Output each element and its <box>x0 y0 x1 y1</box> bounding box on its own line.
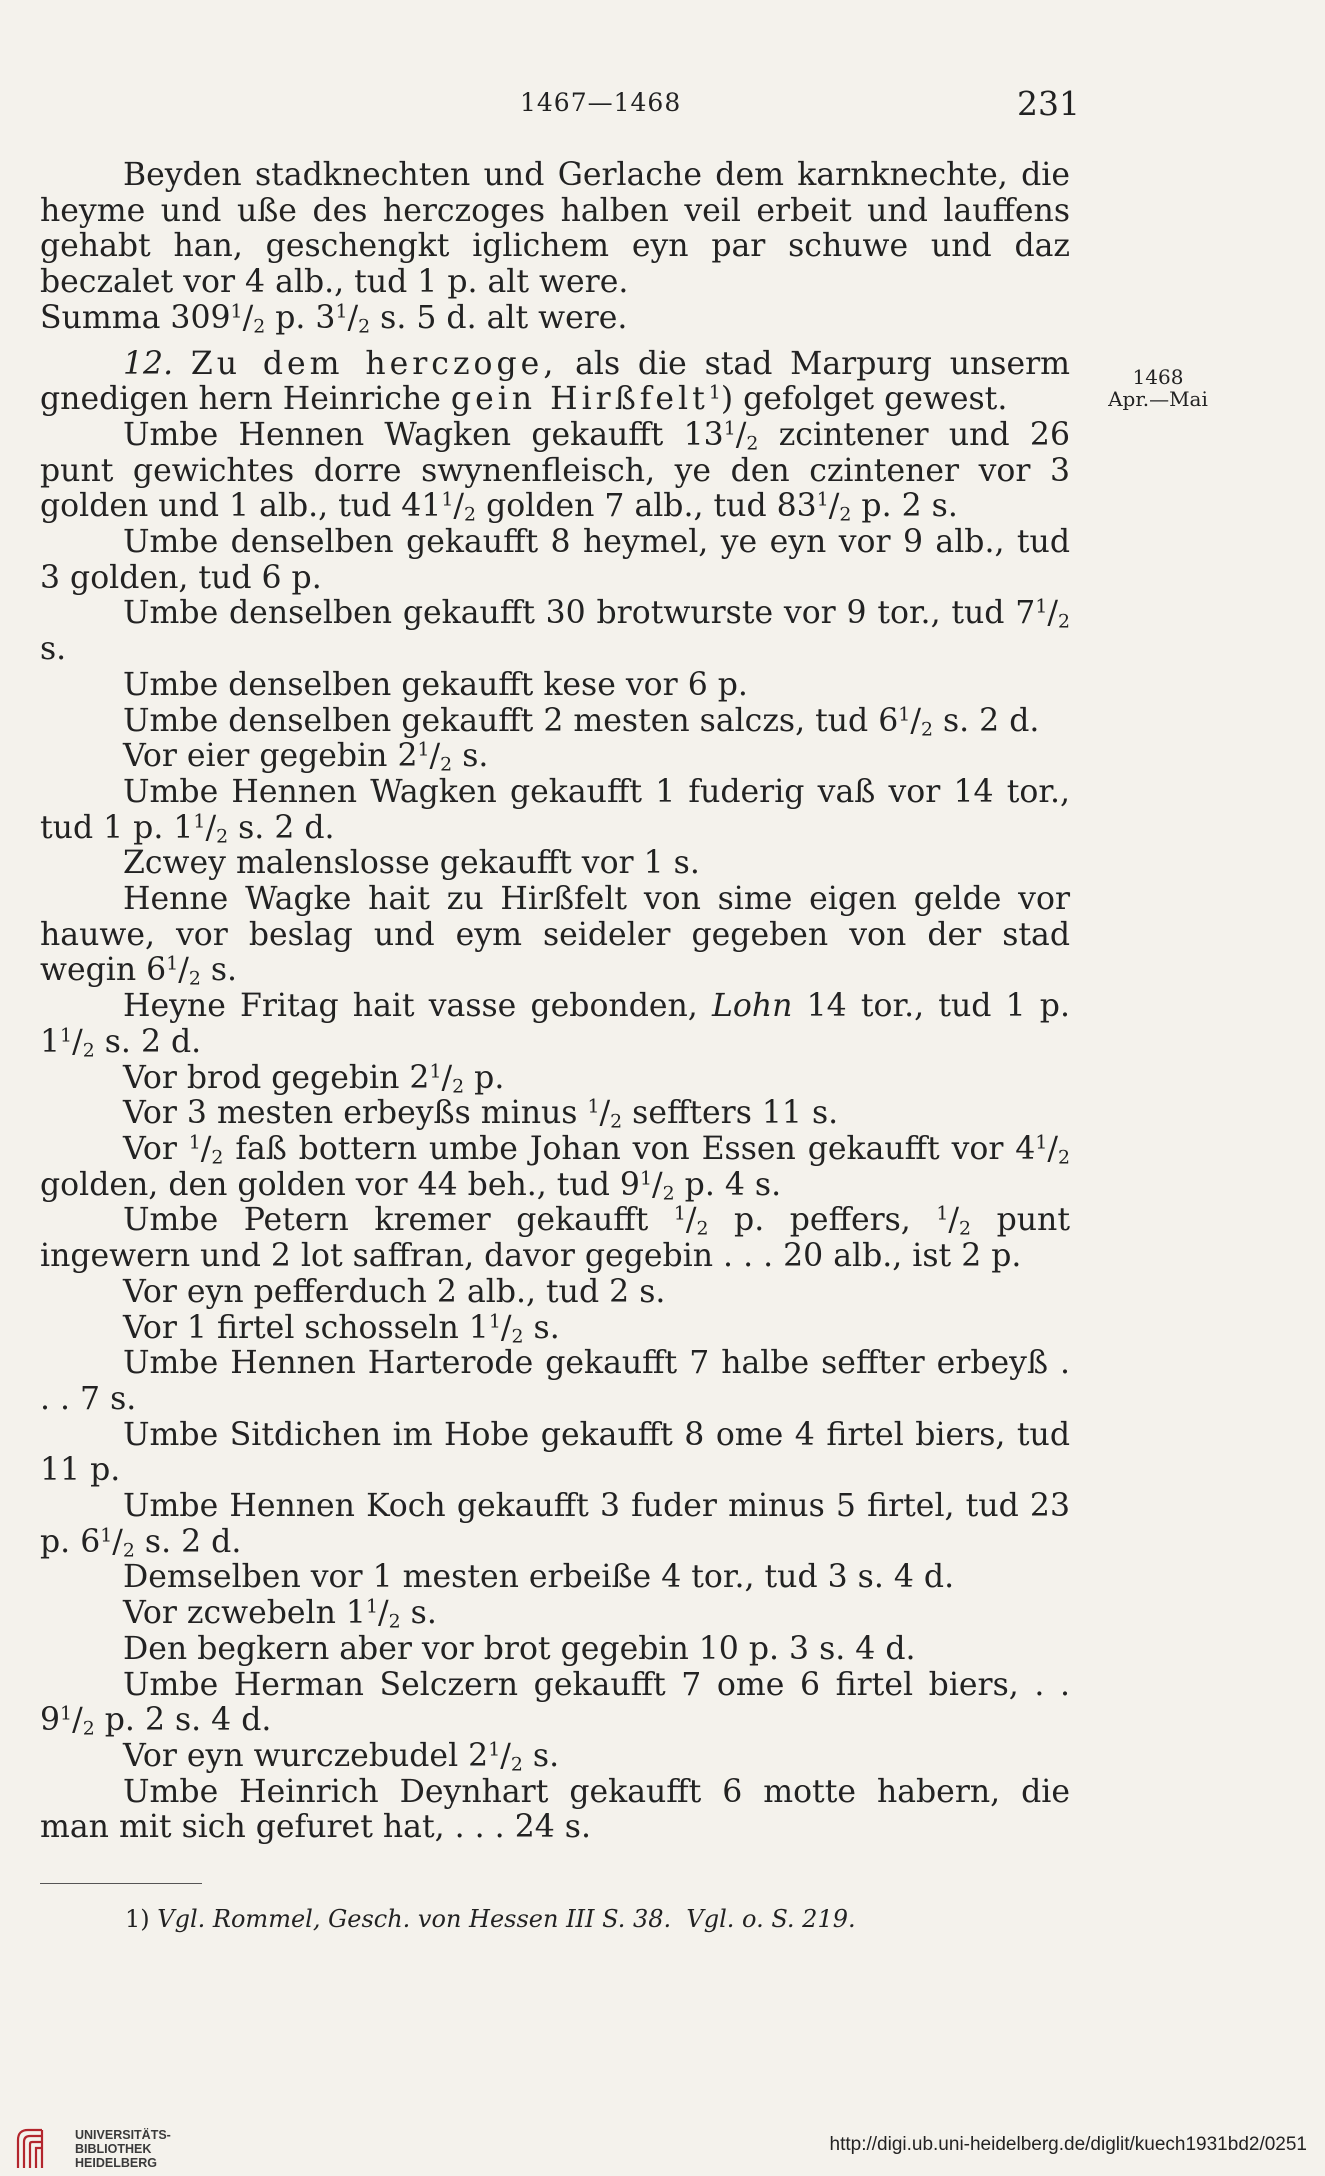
paragraph: Beyden stadknechten und Gerlache dem karnknechte, die heyme und uße des herczoges halben veil erbeit und lauffens gehabt han, geschengkt iglichem eyn par schuwe und daz beczalet vor 4 alb., tud 1 p. alt were. <box>40 157 1070 301</box>
paragraph: Vor 1 firtel schosseln $1^1/_2$ s. <box>123 1309 560 1348</box>
paragraph: Vor zcwebeln $1^1/_2$ s. <box>123 1595 437 1633</box>
paragraph: Vor eier gegebin $2^1/_2$ s. <box>123 738 489 776</box>
source-url[interactable]: http://digi.ub.uni-heidelberg.de/diglit/kuech1931bd2/0251 <box>829 2134 1307 2155</box>
paragraph: Umbe Herman Selczern gekaufft 7 ome 6 firtel biers, . . $9^1/_2$ p. 2 s. 4 d. <box>40 1666 1070 1740</box>
footnote-marker: 1) <box>125 1905 150 1933</box>
footnote-text: Vgl. Rommel, Gesch. von Hessen III S. 38. Vgl. o. S. 219. <box>157 1905 856 1933</box>
running-head-years: 1467—1468 <box>520 88 682 117</box>
page-header <box>40 84 1080 128</box>
paragraph: Demselben vor 1 mesten erbeiße 4 tor., tud 3 s. 4 d. <box>123 1559 955 1596</box>
paragraph: Zcwey malenslosse gekaufft vor 1 s. <box>123 845 700 882</box>
main-text <box>40 158 1070 1846</box>
paragraph: Henne Wagke hait zu Hirßfelt von sime eigen gelde vor hauwe, vor beslag und eym seideler gegeben von der stad wegin $6^1/_2$ s. <box>40 881 1070 991</box>
footnote <box>125 1905 856 1933</box>
library-logo-icon <box>14 2126 69 2170</box>
paragraph: Umbe denselben gekaufft 30 brotwurste vor 9 tor., tud $7^1/_2$ s. <box>40 595 1070 668</box>
paragraph: Umbe Hennen Harterode gekaufft 7 halbe seffter erbeyß . . . 7 s. <box>40 1345 1070 1417</box>
margin-note-dates: Apr.—Mai <box>1108 387 1208 411</box>
paragraph: Umbe Hennen Wagken gekaufft $13^1/_2$ zcintener und 26 punt gewichtes dorre swynenfleisch, ye den czintener vor 3 golden und 1 alb., tud $41^1/_2$ golden 7 alb., tud $83^1/_2$ p. 2 s. <box>40 416 1071 527</box>
paragraph: Heyne Fritag hait vasse gebonden, Lohn 14 tor., tud 1 p. $1^1/_2$ s. 2 d. <box>40 988 1070 1062</box>
footnote-separator <box>40 1883 202 1884</box>
paragraph: Umbe Hennen Wagken gekaufft 1 fuderig vaß vor 14 tor., tud 1 p. $1^1/_2$ s. 2 d. <box>40 773 1070 848</box>
paragraph: Vor $^1/_2$ faß bottern umbe Johan von Essen gekaufft vor $4^1/_2$ golden, den golden vor 44 beh., tud $9^1/_2$ p. 4 s. <box>40 1130 1070 1205</box>
summa-line: Summa $309^1/_2$ p. $3^1/_2$ s. 5 d. alt were. <box>40 299 628 338</box>
paragraph: Umbe Petern kremer gekaufft $^1/_2$ p. peffers, $^1/_2$ punt ingewern und 2 lot saffran, davor gegebin . . . 20 alb., ist 2 p. <box>40 1202 1071 1275</box>
paragraph: Umbe Sitdichen im Hobe gekaufft 8 ome 4 firtel biers, tud 11 p. <box>40 1416 1070 1489</box>
paragraph: Vor eyn wurczebudel $2^1/_2$ s. <box>123 1737 560 1776</box>
margin-note-year: 1468 <box>1132 365 1184 389</box>
paragraph: Den begkern aber vor brot gegebin 10 p. 3 s. 4 d. <box>123 1630 916 1667</box>
page-number: 231 <box>1017 84 1080 123</box>
paragraph: Umbe Heinrich Deynhart gekaufft 6 motte habern, die man mit sich gefuret hat, . . . 24 s. <box>40 1773 1070 1846</box>
paragraph: Umbe denselben gekaufft 8 heymel, ye eyn vor 9 alb., tud 3 golden, tud 6 p. <box>40 524 1070 596</box>
paragraph: Umbe denselben gekaufft 2 mesten salczs, tud $6^1/_2$ s. 2 d. <box>123 702 1040 741</box>
section-heading-12: 12. Zu dem herczoge, als die stad Marpurg unserm gnedigen hern Heinriche gein Hirßfelt$^1$) gefolget gewest. <box>40 345 1071 418</box>
paragraph: Vor brod gegebin $2^1/_2$ p. <box>123 1059 505 1098</box>
paragraph: Vor 3 mesten erbeyßs minus $^1/_2$ seffters 11 s. <box>123 1095 839 1133</box>
margin-note <box>1093 366 1223 410</box>
paragraph: Vor eyn pefferduch 2 alb., tud 2 s. <box>123 1273 666 1310</box>
paragraph: Umbe Hennen Koch gekaufft 3 fuder minus 5 firtel, tud 23 p. $6^1/_2$ s. 2 d. <box>40 1488 1070 1562</box>
paragraph: Umbe denselben gekaufft kese vor 6 p. <box>123 666 748 703</box>
library-name: UNIVERSITÄTS- BIBLIOTHEK HEIDELBERG <box>75 2128 171 2170</box>
